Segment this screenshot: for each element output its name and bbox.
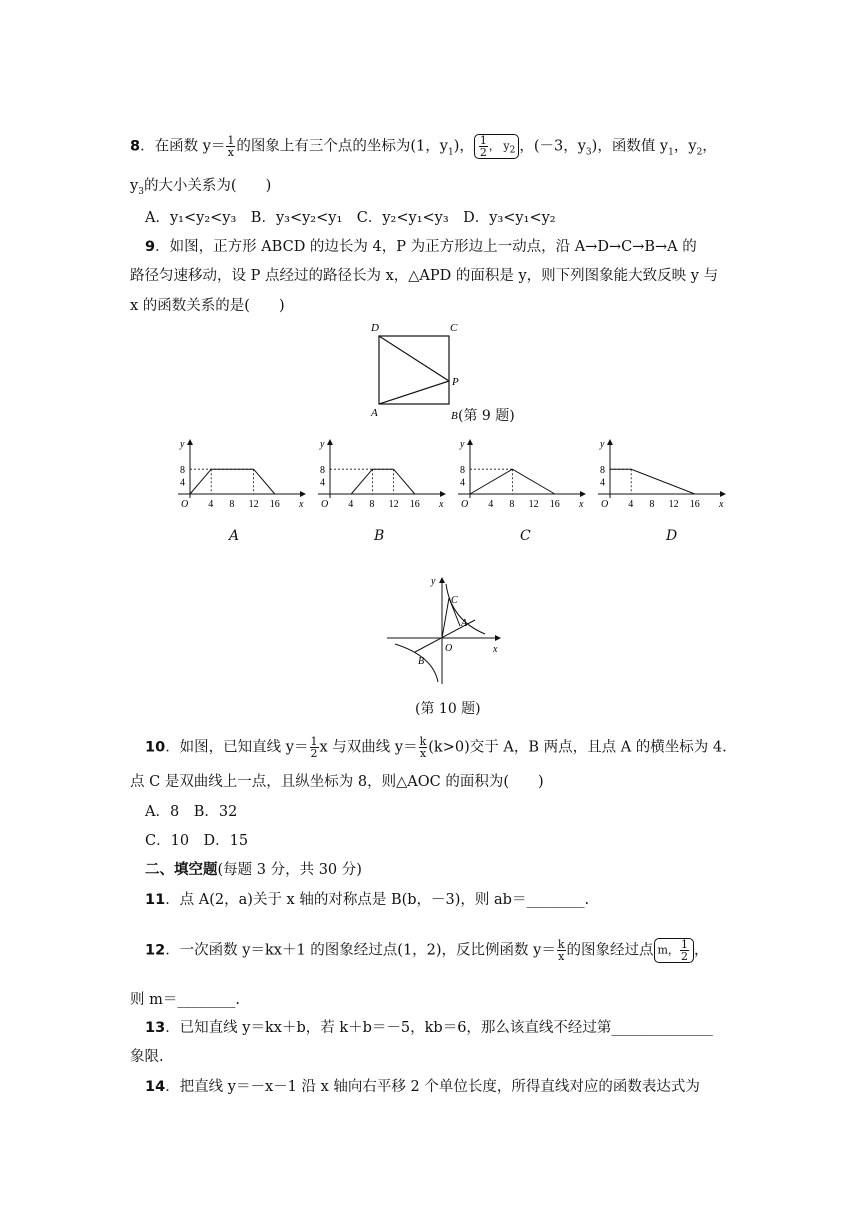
x-tick-label: 16	[409, 499, 420, 510]
q13-line2: 象限.	[130, 1049, 164, 1065]
q8-point2: $\frac{1}{2}$ ， $y_2$	[474, 134, 519, 159]
graph-label-b: B	[374, 528, 385, 544]
x-tick-label: 8	[229, 499, 235, 510]
q10-options-2: C．10 D．15	[145, 833, 249, 849]
y-tick-label: 8	[460, 465, 465, 477]
y-tick-label: 4	[460, 477, 465, 489]
svg-text:D: D	[371, 322, 379, 334]
q12-line1: 12．一次函数 y＝kx＋1 的图象经过点(1，2)，反比例函数 y＝ $\frac{k}{x}$ 的图象经过点 m， $\frac{1}{2}$ ，	[145, 938, 709, 963]
q8-text: ．在函数 y＝	[140, 138, 226, 155]
q10-caption: (第 10 题)	[415, 701, 481, 717]
origin-label: O	[461, 499, 469, 510]
y-tick-label: 4	[180, 477, 185, 489]
graph-label-c: C	[520, 528, 531, 544]
svg-text:C: C	[451, 595, 458, 606]
q9-line3: x 的函数关系的是( )	[130, 298, 285, 314]
q8-fraction: $\frac{1}{x}$	[227, 134, 235, 159]
q10-options-1: A．8 B．32	[145, 804, 238, 820]
x-tick-label: 12	[248, 499, 259, 510]
graph-label-d: D	[666, 528, 678, 544]
y-tick-label: 4	[320, 477, 325, 489]
x-axis-label: x	[439, 499, 444, 510]
q10-hyperbola-figure	[385, 572, 505, 687]
y-axis-label: y	[460, 439, 465, 450]
y-tick-label: 4	[600, 477, 605, 489]
origin-label: O	[321, 499, 329, 510]
q8-line2: $y_3$的大小关系为( )	[130, 178, 272, 197]
q9-caption: (第 9 题)	[458, 408, 515, 424]
x-tick-label: 4	[348, 499, 354, 510]
x-tick-label: 4	[208, 499, 214, 510]
x-tick-label: 16	[549, 499, 560, 510]
y-tick-label: 8	[600, 465, 605, 477]
y-axis-label: y	[600, 439, 605, 450]
origin-label: O	[181, 499, 189, 510]
q14-line1: 14．把直线 y＝－x－1 沿 x 轴向右平移 2 个单位长度，所得直线对应的函数表达式为	[145, 1079, 700, 1095]
q9-option-graphs	[170, 435, 740, 515]
svg-text:A: A	[461, 618, 468, 629]
q9-line2: 路径匀速移动，设 P 点经过的路径长为 x，△APD 的面积是 y，则下列图象能大致反映 y 与	[130, 268, 719, 284]
q12-line2: 则 m＝________.	[130, 992, 240, 1008]
x-tick-label: 12	[388, 499, 399, 510]
x-tick-label: 12	[528, 499, 539, 510]
graph-line	[190, 469, 275, 494]
y-tick-label: 8	[180, 465, 185, 477]
x-axis-label: x	[579, 499, 584, 510]
svg-text:A: A	[371, 407, 378, 419]
q10-line2: 点 C 是双曲线上一点，且纵坐标为 8，则△AOC 的面积为( )	[130, 774, 544, 790]
y-axis-label: y	[320, 439, 325, 450]
y-axis-label: y	[180, 439, 185, 450]
svg-text:x: x	[493, 644, 498, 655]
x-axis-label: x	[299, 499, 304, 510]
graph-line	[610, 469, 695, 494]
svg-text:B: B	[418, 656, 425, 667]
x-tick-label: 16	[689, 499, 700, 510]
graph-label-a: A	[229, 528, 240, 544]
q8-options: A．y₁<y₂<y₃ B．y₃<y₂<y₁ C．y₂<y₁<y₃ D．y₃<y₁<y₂	[145, 210, 556, 226]
q13-line1: 13．已知直线 y＝kx＋b，若 k＋b＝－5，kb＝6，那么该直线不经过第______________	[145, 1020, 713, 1036]
svg-text:C: C	[450, 322, 458, 334]
y-tick-label: 8	[320, 465, 325, 477]
q11-line: 11．点 A(2，a)关于 x 轴的对称点是 B(b，－3)，则 ab＝________.	[145, 892, 590, 908]
section-heading: 二、填空题(每题 3 分，共 30 分)	[145, 862, 362, 878]
x-axis-label: x	[719, 499, 724, 510]
x-tick-label: 8	[369, 499, 375, 510]
graph-line	[351, 469, 415, 494]
q8-number: 8	[130, 138, 141, 155]
q12-point: m， $\frac{1}{2}$	[654, 938, 694, 963]
q9-line1: 9．如图，正方形 ABCD 的边长为 4，P 为正方形边上一动点，沿 A→D→C→B→A 的	[145, 239, 697, 255]
q10-line1: 10．如图，已知直线 y＝ $\frac{1}{2}$ x 与双曲线 y＝ $\frac{k}{x}$ (k>0)交于 A，B 两点，且点 A 的横坐标为 4.	[145, 735, 727, 760]
x-tick-label: 4	[628, 499, 634, 510]
origin-label: O	[601, 499, 609, 510]
x-tick-label: 16	[269, 499, 280, 510]
svg-text:O: O	[445, 643, 453, 654]
x-tick-label: 12	[668, 499, 679, 510]
x-tick-label: 4	[488, 499, 494, 510]
x-tick-label: 8	[649, 499, 655, 510]
svg-text:y: y	[431, 576, 436, 587]
q8-line1: 8．在函数 y＝ $\frac{1}{x}$ 的图象上有三个点的坐标为(1，$y_1$)， $\frac{1}{2}$ ， $y_2$ ，(－3，$y_3$)，函数值 $y_1$，$y_2$，	[130, 134, 717, 159]
svg-text:B: B	[451, 410, 458, 422]
svg-text:P: P	[452, 376, 459, 388]
x-tick-label: 8	[509, 499, 515, 510]
